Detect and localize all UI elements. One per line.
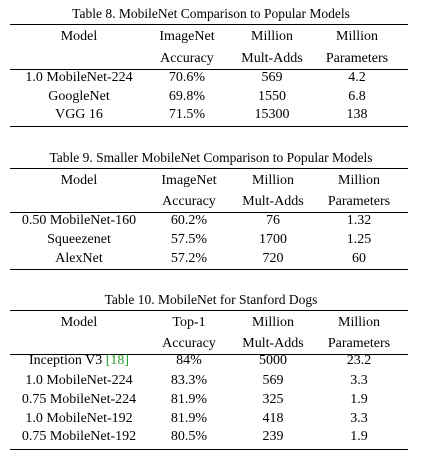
header-million: Million xyxy=(337,173,381,188)
cell-parameters: 3.3 xyxy=(350,411,368,426)
header-parameters: Parameters xyxy=(327,336,391,351)
cell-mult-adds: 1550 xyxy=(258,89,286,104)
header-accuracy: Accuracy xyxy=(162,336,216,351)
table-caption: Table 9. Smaller MobileNet Comparison to Popular Models xyxy=(49,150,373,165)
cell-model: 0.75 MobileNet-192 xyxy=(21,429,137,444)
cell-mult-adds: 76 xyxy=(266,213,280,228)
cell-mult-adds: 720 xyxy=(262,251,284,266)
cell-accuracy: 71.5% xyxy=(168,107,206,122)
cell-parameters: 3.3 xyxy=(350,373,368,388)
cell-model: VGG 16 xyxy=(55,107,103,122)
cell-model: 1.0 MobileNet-192 xyxy=(25,411,133,426)
header-accuracy: Accuracy xyxy=(162,194,216,209)
cell-parameters: 1.32 xyxy=(346,213,372,228)
header-mult-adds: Mult-Adds xyxy=(241,51,303,66)
cell-mult-adds: 15300 xyxy=(254,107,290,122)
top-rule xyxy=(10,168,408,169)
bottom-rule xyxy=(10,269,408,270)
cell-accuracy: 83.3% xyxy=(170,373,208,388)
cell-parameters: 4.2 xyxy=(348,70,366,85)
cell-accuracy: 80.5% xyxy=(170,429,208,444)
header-model: Model xyxy=(60,29,98,44)
cell-model: GoogleNet xyxy=(48,89,110,104)
header-parameters: Parameters xyxy=(325,51,389,66)
top-rule xyxy=(10,24,408,25)
cell-accuracy: 81.9% xyxy=(170,392,208,407)
header-million: Million xyxy=(337,315,381,330)
cell-model xyxy=(29,352,129,369)
cell-model: 1.0 MobileNet-224 xyxy=(25,70,133,85)
header-million: Million xyxy=(251,173,295,188)
table-caption: Table 8. MobileNet Comparison to Popular Models xyxy=(72,6,350,21)
cell-model: 0.75 MobileNet-224 xyxy=(21,392,137,407)
header-million: Million xyxy=(250,29,294,44)
cell-accuracy: 60.2% xyxy=(170,213,208,228)
header-imagenet: ImageNet xyxy=(161,173,217,188)
cell-model: 1.0 MobileNet-224 xyxy=(25,373,133,388)
model-name: Inception V3 xyxy=(28,353,103,368)
cell-parameters: 1.9 xyxy=(350,429,368,444)
cell-mult-adds: 325 xyxy=(262,392,284,407)
cell-accuracy: 70.6% xyxy=(168,70,206,85)
cell-parameters: 23.2 xyxy=(346,353,372,368)
bottom-rule xyxy=(10,126,408,127)
header-model: Model xyxy=(60,173,98,188)
header-million: Million xyxy=(251,315,295,330)
cell-parameters: 6.8 xyxy=(348,89,366,104)
cell-mult-adds: 569 xyxy=(261,70,283,85)
cell-mult-adds: 1700 xyxy=(259,232,287,247)
header-top1: Top-1 xyxy=(172,315,206,330)
cell-model: Squeezenet xyxy=(47,232,111,247)
cell-mult-adds: 418 xyxy=(262,411,284,426)
header-mult-adds: Mult-Adds xyxy=(242,194,304,209)
cell-parameters: 138 xyxy=(346,107,368,122)
cell-parameters: 1.25 xyxy=(346,232,372,247)
cell-mult-adds: 239 xyxy=(262,429,284,444)
cell-mult-adds: 569 xyxy=(262,373,284,388)
cell-model: AlexNet xyxy=(55,251,103,266)
table-caption: Table 10. MobileNet for Stanford Dogs xyxy=(104,292,318,307)
cell-model: 0.50 MobileNet-160 xyxy=(21,213,137,228)
cell-parameters: 1.9 xyxy=(350,392,368,407)
header-mult-adds: Mult-Adds xyxy=(242,336,304,351)
cell-accuracy: 57.5% xyxy=(170,232,208,247)
header-million: Million xyxy=(335,29,379,44)
citation-link[interactable]: [18] xyxy=(105,353,130,368)
bottom-rule xyxy=(10,449,408,450)
header-imagenet: ImageNet xyxy=(159,29,215,44)
cell-accuracy: 69.8% xyxy=(168,89,206,104)
cell-accuracy: 84% xyxy=(176,353,202,368)
cell-accuracy: 57.2% xyxy=(170,251,208,266)
cell-accuracy: 81.9% xyxy=(170,411,208,426)
top-rule xyxy=(10,310,408,311)
header-accuracy: Accuracy xyxy=(160,51,214,66)
header-model: Model xyxy=(60,315,98,330)
header-parameters: Parameters xyxy=(327,194,391,209)
cell-mult-adds: 5000 xyxy=(259,353,287,368)
cell-parameters: 60 xyxy=(352,251,366,266)
